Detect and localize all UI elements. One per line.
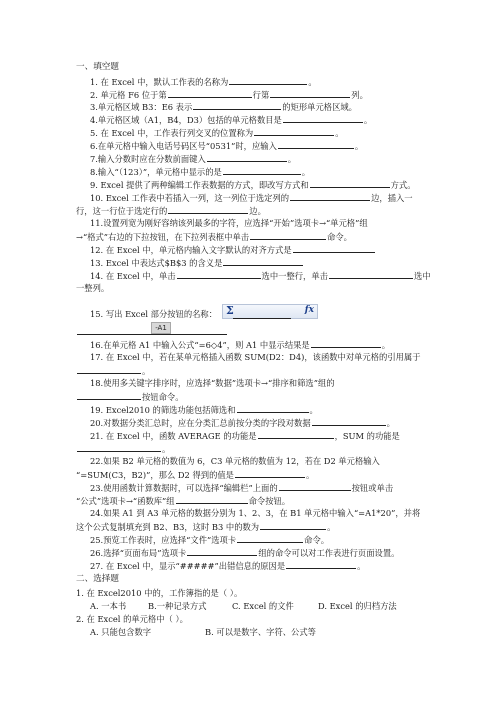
question-12: 12. 在 Excel 中，单元格内输入文字默认的对齐方式是 — [90, 244, 376, 256]
choice-2-option-b: B. 可以是数字、字符、公式等 — [205, 627, 316, 637]
choice-1-option-d: D. Excel 的归档方法 — [318, 601, 397, 611]
question-11-line-2: →“格式”右边的下拉按钮，在下拉列表框中单击 命令。 — [76, 232, 352, 242]
question-14-line-2: 一整列。 — [76, 283, 110, 293]
choice-1-option-b: B.一种记录方式 — [148, 601, 207, 611]
question-2: 2. 单元格 F6 位于第 行第 列。 — [90, 90, 368, 100]
autosum-sigma-icon: Σ — [226, 304, 234, 317]
question-24-line-2: 这个公式复制填充到 B2、B3，这时 B3 中的数为 。 — [76, 522, 336, 532]
question-22-line-2: “=SUM(C3，B2)”，那么 D2 得到的值是 。 — [76, 470, 315, 480]
question-18-line-2: 按钮命令。 — [76, 391, 184, 403]
choice-1-option-c: C. Excel 的文件 — [232, 601, 294, 611]
question-10-line-1: 10. Excel 工作表中若插入一列，这一列位于选定列的 边，插入一 — [90, 193, 413, 203]
choice-2-option-a: A. 只能包含数字 — [90, 627, 152, 637]
question-26: 26.选择“页面布局”选项卡 组的命令可以对工作表进行页面设置。 — [90, 548, 400, 558]
question-18-line-1: 18.使用多关键字排序时，应选择“数据”选项卡→“排序和筛选”组的 — [90, 378, 335, 388]
question-3: 3.单元格区域 B3：E6 表示 的矩形单元格区域。 — [90, 102, 357, 112]
choice-question-2: 2. 在 Excel 的单元格中（ ）。 — [76, 614, 188, 624]
question-10-line-2: 行，这一行位于选定行的 边。 — [76, 206, 266, 216]
question-1: 1. 在 Excel 中，默认工作表的名称为 。 — [90, 77, 317, 87]
question-22-line-1: 22.如果 B2 单元格的数值为 6，C3 单元格的数值为 12，若在 D2 单元格输入 — [90, 456, 380, 466]
question-21-line-2: 。 — [76, 443, 170, 455]
question-17-line-2: 。 — [76, 365, 150, 377]
question-20: 20.对数据分类汇总时，应在分类汇总前按分类的字段对数据 。 — [90, 418, 395, 428]
question-9: 9. Excel 提供了两种编辑工作表数据的方式，即改写方式和 方式。 — [90, 180, 416, 190]
question-21-line-1: 21. 在 Excel 中，函数 AVERAGE 的功能是 ，SUM 的功能是 — [90, 431, 400, 441]
question-7: 7.输入分数时应在分数前面键入 。 — [90, 154, 297, 164]
question-27: 27. 在 Excel 中，显示“#####”出错信息的原因是 。 — [90, 561, 366, 571]
question-23-line-2: “公式”选项卡→“函数库”组 命令按钮。 — [76, 496, 291, 506]
question-14-line-1: 14. 在 Excel 中，单击 选中一整行，单击 选中 — [90, 271, 431, 281]
question-15-blank-line — [232, 310, 292, 322]
question-25: 25.预览工作表时，应选择“文件”选项卡 命令。 — [90, 535, 330, 545]
question-6: 6.在单元格中输入电话号码区号“0531”时，应输入 。 — [90, 141, 364, 151]
question-4: 4.单元格区域（A1，B4，D3）包括的单元格数目是 。 — [90, 115, 373, 125]
section-heading-choice: 二、选择题 — [76, 574, 119, 584]
cell-reference-a1-image: -A1 — [151, 322, 171, 334]
question-17-line-1: 17. 在 Excel 中，若在某单元格插入函数 SUM(D2：D4)，该函数中对单元格的引用属于 — [90, 352, 421, 362]
choice-1-option-a: A. 一本书 — [90, 601, 127, 611]
choice-question-1: 1. 在 Excel2010 中的，工作簿指的是（ ）。 — [76, 588, 243, 598]
question-16: 16.在单元格 A1 中输入公式“=6◇4”，则 A1 中显示结果是 。 — [90, 340, 391, 350]
section-heading-fill-in: 一、填空题 — [76, 62, 119, 72]
question-24-line-1: 24.如果 A1 到 A3 单元格的数据分别为 1、2、3，在 B1 单元格中输入“=A1*20”，并将 — [90, 508, 421, 518]
question-23-line-1: 23.使用函数计算数据时，可以选择“编辑栏”上面的 按钮或单击 — [90, 483, 394, 493]
question-11-line-1: 11.设置列宽为刚好容纳该列最多的字符，应选择“开始”选项卡→“单元格”组 — [90, 218, 368, 228]
insert-function-fx-icon: fx — [304, 305, 314, 315]
question-5: 5. 在 Excel 中，工作表行列交叉的位置称为 。 — [90, 128, 344, 138]
question-13: 13. Excel 中表达式$B$3 的含义是 — [90, 257, 304, 269]
question-19: 19. Excel2010 的筛选功能包括筛选和 。 — [90, 405, 318, 415]
question-8: 8.输入“（123）”，单元格中显示的是 。 — [90, 167, 311, 177]
question-15: 15. 写出 Excel 部分按钮的名称： — [90, 309, 218, 319]
